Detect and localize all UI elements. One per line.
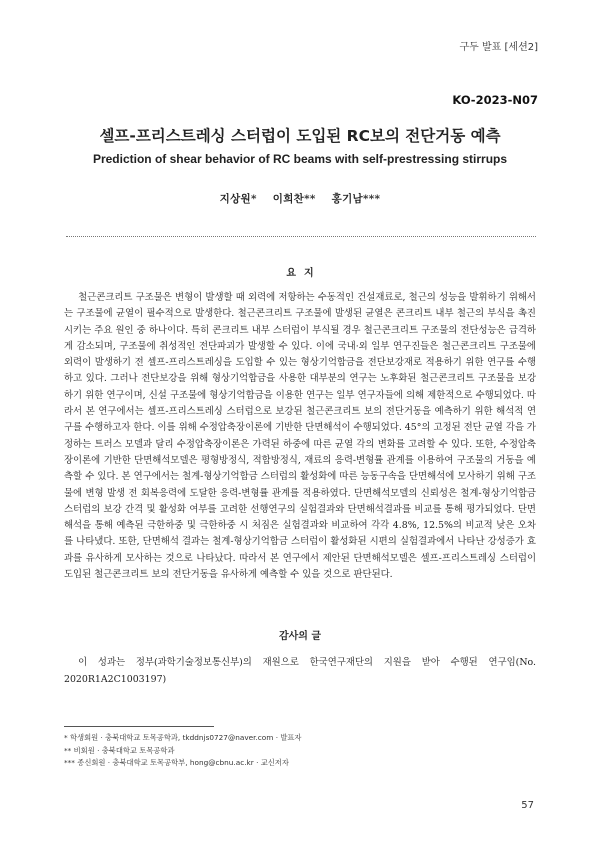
title-english: Prediction of shear behavior of RC beams with self-prestressing stirrups <box>92 152 508 166</box>
header-divider <box>66 236 536 237</box>
footnote-1: * 학생회원 · 충북대학교 토목공학과, tkddnjs0727@naver.com · 발표자 <box>64 733 302 742</box>
footnote-2: ** 비회원 · 충북대학교 토목공학과 <box>64 745 175 755</box>
author-3: 홍기남*** <box>331 193 381 205</box>
author-list <box>0 191 600 206</box>
footnote-divider <box>64 726 214 727</box>
footnote-3: *** 종신회원 · 충북대학교 토목공학부, hong@cbnu.ac.kr · 교신저자 <box>64 758 289 767</box>
author-1: 지상원* <box>219 193 257 205</box>
abstract-body: 철근콘크리트 구조물은 변형이 발생할 때 외력에 저항하는 수동적인 건설재료로, 철근의 성능을 발휘하기 위해서는 구조물에 균열이 필수적으로 발생한다. 철근콘크리트 구조물에 발생된 균열은 콘크리트 내부 철근의 부식을 촉진 시키는 주요 원인 중 하나이다. 특히 콘크리트 내부 스터럽이 부식될 경우 철근콘크리트 구조물의 전단성능은 급격하게 감소되며, 구조물에 취성적인 전단파괴가 발생할 수 있다. 이에 국내·외 일부 연구진들은 철근콘크리트 구조물에 외력이 발생하기 전 셀프-프리스트레싱을 도입할 수 있는 형상기억합금을 전단보강재로 적용하기 위한 연구를 수행하고 있다. 그러나 전단보강을 위해 형상기억합금을 사용한 대부분의 연구는 노후화된 철근콘크리트 구조물을 보강하기 위한 연구이며, 신설 구조물에 형상기억합금을 이용한 연구는 일부 연구자들에 의해 제한적으로 수행되었다. 따라서 본 연구에서는 셀프-프리스트레싱 스터럽으로 보강된 철근콘크리트 보의 전단거동을 예측하기 위한 해석적 연구를 수행하고자 한다. 이를 위해 수정압축장이론에 기반한 단면해석이 수행되었다. 45°의 고정된 전단 균열 각을 가정하는 트러스 모델과 달리 수정압축장이론은 가력된 하중에 따른 균열 각의 변화를 고려할 수 있다. 또한, 수정압축장이론에 기반한 단면해석모델은 평형방정식, 적합방정식, 재료의 응력-변형률 관계를 이용하여 구조물의 거동을 예측할 수 있다. 본 연구에서는 철계-형상기억합금 스터럽의 활성화에 따른 능동구속을 단면해석에 모사하기 위해 구조물에 변형 발생 전 회복응력에 도달한 응력-변형률 관계를 적용하였다. 단면해석모델의 신뢰성은 철계-형상기억합금 스터럽의 보강 간격 및 활성화 여부를 고려한 선행연구의 실험결과와 단면해석결과를 비교를 통해 평가되었다. 단면해석을 통해 예측된 극한하중 및 극한하중 시 처짐은 실험결과와 비교하여 각각 4.8%, 12.5%의 비교적 낮은 오차를 나타냈다. 또한, 단면해석 결과는 철계-형상기억합금 스터럽이 활성화된 시편의 실험결과에서 나타난 강성증가 효과를 유사하게 모사하는 것으로 나타났다. 따라서 본 연구에서 제안된 단면해석모델은 셀프-프리스트레싱 스터럽이 도입된 철근콘크리트 보의 전단거동을 유사하게 예측할 수 있을 것으로 판단된다. <box>64 292 536 581</box>
acknowledgement-heading: 감사의 글 <box>278 631 322 642</box>
author-2: 이희찬** <box>272 193 316 205</box>
page-number: 57 <box>521 800 534 811</box>
title-korean: 셀프-프리스트레싱 스터럽이 도입된 RC보의 전단거동 예측 <box>99 127 501 145</box>
acknowledgement-body: 이 성과는 정부(과학기술정보통신부)의 재원으로 한국연구재단의 지원을 받아 수행된 연구임(No. 2020R1A2C1003197) <box>64 657 536 685</box>
session-tag: 구두 발표 [세션2] <box>459 42 538 53</box>
abstract-heading: 요지 <box>286 268 322 279</box>
paper-code: KO-2023-N07 <box>452 93 538 107</box>
footnotes <box>64 732 536 770</box>
